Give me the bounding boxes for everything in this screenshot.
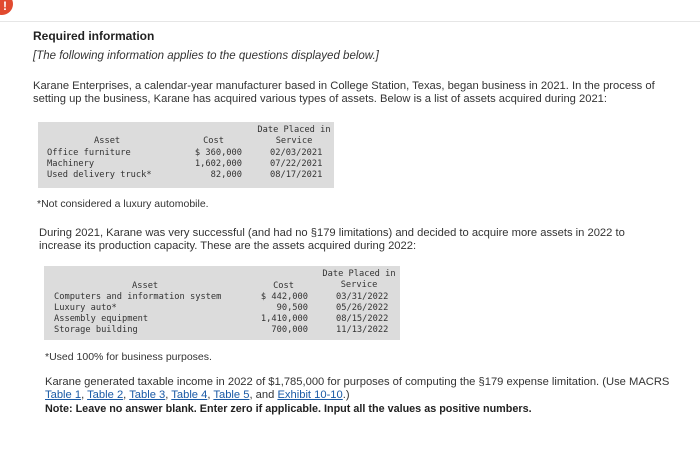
paragraph-2: During 2021, Karane was very successful (and had no §179 limitations) and decided to acquire more assets in 2022 to increase its production capacity. These are the assets acquired during 2022: <box>39 227 625 252</box>
header-divider <box>0 21 700 22</box>
table1-row-date: 07/22/2021 <box>270 159 323 169</box>
table2-row-cost: 1,410,000 <box>260 314 308 324</box>
table1-row-asset: Used delivery truck* <box>47 170 152 180</box>
footnote-1: *Not considered a luxury automobile. <box>37 198 209 210</box>
separator: , and <box>249 389 278 401</box>
table1-row-date: 02/03/2021 <box>270 148 323 158</box>
section-title: Required information <box>33 29 155 43</box>
table2-row-date: 03/31/2022 <box>336 292 389 302</box>
table2-row-cost: 700,000 <box>271 325 308 335</box>
intro-text: [The following information applies to the questions displayed below.] <box>33 50 379 62</box>
table2-header-date-line2: Service <box>340 280 378 290</box>
table2-row-date: 08/15/2022 <box>336 314 389 324</box>
table1-row-cost: 82,000 <box>210 170 242 180</box>
table1-header-date-line1: Date Placed in <box>257 125 331 135</box>
alert-badge: ! <box>0 0 13 15</box>
link-table-3[interactable]: Table 3 <box>129 389 166 401</box>
paragraph-3-text: Karane generated taxable income in 2022 of $1,785,000 for purposes of computing the §179 expense limitation. (Use MACRS <box>45 376 670 388</box>
separator: , <box>165 389 172 401</box>
table2-header-asset: Asset <box>132 281 159 291</box>
separator: , <box>123 389 130 401</box>
table2-row-date: 05/26/2022 <box>336 303 389 313</box>
table1-header-date-line2: Service <box>275 136 313 146</box>
table2-row-asset: Storage building <box>54 325 138 335</box>
paragraph-3-end: .) <box>342 389 350 401</box>
table2-row-date: 11/13/2022 <box>336 325 389 335</box>
paragraph-1: Karane Enterprises, a calendar-year manufacturer based in College Station, Texas, began business in 2021. In the process of setting up the business, Karane has acquired various types of assets. Below is a list of assets acquired during 2021: <box>33 80 655 105</box>
table2-row-asset: Luxury auto* <box>54 303 117 313</box>
table2-row-asset: Assembly equipment <box>54 314 149 324</box>
table2-row-cost: $ 442,000 <box>260 292 308 302</box>
table2-header-date-line1: Date Placed in <box>322 269 396 279</box>
table1-header-asset: Asset <box>94 136 121 146</box>
assets-2022-table <box>44 266 400 340</box>
link-table-1[interactable]: Table 1 <box>45 389 82 401</box>
table2-header-cost: Cost <box>273 281 294 291</box>
separator: , <box>81 389 88 401</box>
assets-2021-table <box>38 122 334 188</box>
link-exhibit-10-10[interactable]: Exhibit 10-10 <box>277 389 343 401</box>
table2-row-asset: Computers and information system <box>54 292 222 302</box>
table1-row-cost: $ 360,000 <box>194 148 242 158</box>
link-table-2[interactable]: Table 2 <box>87 389 124 401</box>
note-instructions: Note: Leave no answer blank. Enter zero if applicable. Input all the values as positive numbers. <box>45 403 532 415</box>
separator: , <box>207 389 214 401</box>
paragraph-3 <box>45 376 685 402</box>
table1-row-asset: Machinery <box>47 159 95 169</box>
table1-row-date: 08/17/2021 <box>270 170 323 180</box>
table2-row-cost: 90,500 <box>276 303 308 313</box>
link-table-5[interactable]: Table 5 <box>213 389 250 401</box>
table1-row-asset: Office furniture <box>47 148 131 158</box>
link-table-4[interactable]: Table 4 <box>171 389 208 401</box>
table1-row-cost: 1,602,000 <box>194 159 242 169</box>
footnote-2: *Used 100% for business purposes. <box>45 351 212 363</box>
table1-header-cost: Cost <box>203 136 224 146</box>
